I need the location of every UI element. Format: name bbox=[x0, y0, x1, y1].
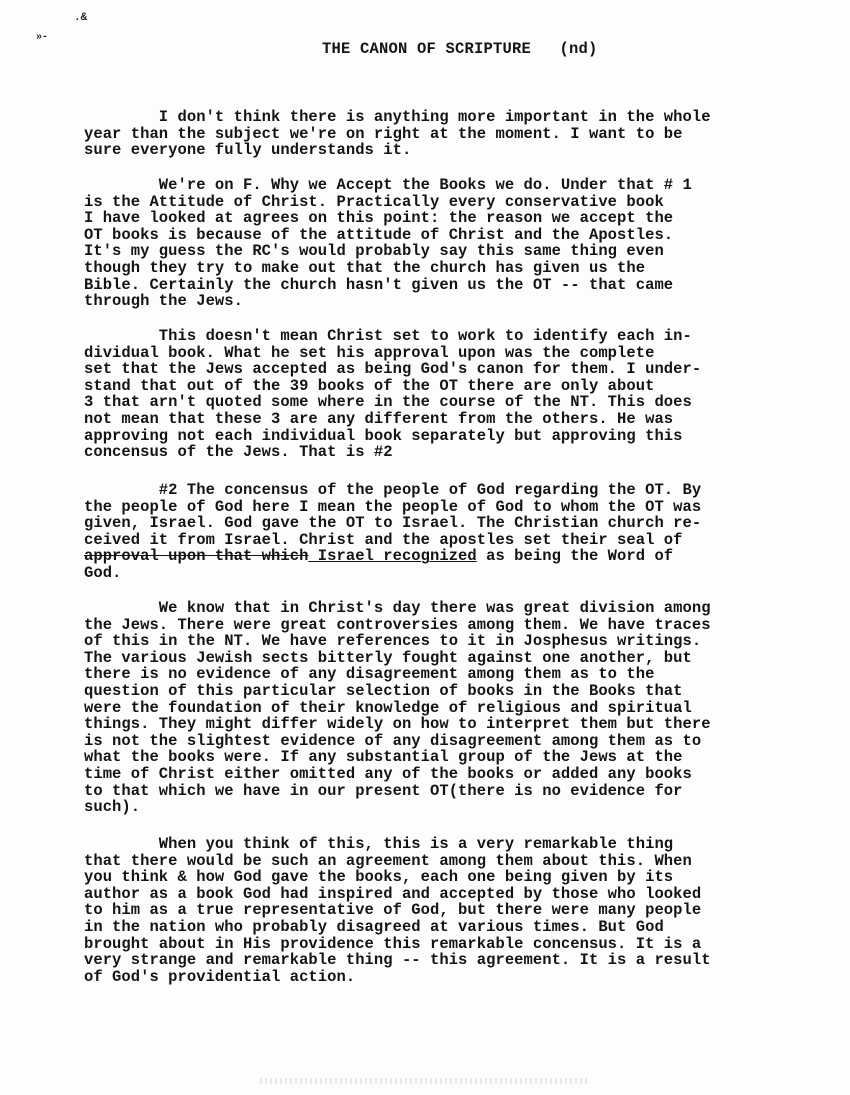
text-line: I don't think there is anything more important in the whole bbox=[84, 108, 711, 126]
underlined-text: Israel recognized bbox=[308, 547, 477, 566]
text-line: stand that out of the 39 books of the OT there are only about bbox=[84, 376, 655, 395]
text-segment: as being the Word of bbox=[476, 547, 674, 566]
text-line: We're on F. Why we Accept the Books we do. Under that # 1 bbox=[84, 176, 692, 194]
text-line: concensus of the Jews. That is #2 bbox=[84, 443, 393, 462]
text-line: This doesn't mean Christ set to work to identify each in- bbox=[84, 327, 692, 345]
text-line: were the foundation of their knowledge of religious and spiritual bbox=[84, 698, 692, 717]
paragraph-3 bbox=[84, 328, 784, 461]
text-line: ceived it from Israel. Christ and the apostles set their seal of bbox=[84, 530, 683, 549]
scan-smudge bbox=[260, 1078, 590, 1084]
text-line: is not the slightest evidence of any disagreement among them as to bbox=[84, 731, 702, 750]
text-line: We know that in Christ's day there was great division among bbox=[84, 599, 711, 617]
text-line: OT books is because of the attitude of Christ and the Apostles. bbox=[84, 225, 674, 244]
text-line: The various Jewish sects bitterly fought against one another, but bbox=[84, 648, 692, 667]
paragraph-5 bbox=[84, 600, 784, 816]
text-line: there is no evidence of any disagreement among them as to the bbox=[84, 665, 655, 684]
paragraph-4 bbox=[84, 482, 784, 582]
text-line: that there would be such an agreement among them about this. When bbox=[84, 851, 692, 870]
text-line: I have looked at agrees on this point: the reason we accept the bbox=[84, 209, 674, 228]
text-line: given, Israel. God gave the OT to Israel. The Christian church re- bbox=[84, 514, 702, 533]
paragraph-6 bbox=[84, 836, 784, 985]
text-line: in the nation who probably disagreed at various times. But God bbox=[84, 917, 664, 936]
text-line: It's my guess the RC's would probably say this same thing even bbox=[84, 242, 664, 261]
text-line: of God's providential action. bbox=[84, 967, 356, 986]
text-line: through the Jews. bbox=[84, 292, 243, 311]
text-line-annotated bbox=[84, 548, 784, 565]
struck-text: approval upon that which bbox=[84, 547, 309, 566]
text-line: approving not each individual book separately but approving this bbox=[84, 426, 683, 445]
page-title: THE CANON OF SCRIPTURE (nd) bbox=[322, 40, 598, 58]
text-line: God. bbox=[84, 563, 122, 582]
text-line: author as a book God had inspired and accepted by those who looked bbox=[84, 884, 702, 903]
text-line: year than the subject we're on right at the moment. I want to be bbox=[84, 124, 683, 143]
paragraph-2 bbox=[84, 177, 784, 310]
text-line: though they try to make out that the church has given us the bbox=[84, 258, 646, 277]
text-line: question of this particular selection of books in the Books that bbox=[84, 681, 683, 700]
text-line: set that the Jews accepted as being God's canon for them. I under- bbox=[84, 360, 702, 379]
text-line: When you think of this, this is a very remarkable thing bbox=[84, 835, 674, 853]
text-line: such). bbox=[84, 798, 141, 817]
text-line: the people of God here I mean the people of God to whom the OT was bbox=[84, 497, 702, 516]
text-line: not mean that these 3 are any different from the others. He was bbox=[84, 409, 674, 428]
text-line: the Jews. There were great controversies among them. We have traces bbox=[84, 615, 711, 634]
paragraph-1 bbox=[84, 109, 784, 159]
text-line: to that which we have in our present OT(there is no evidence for bbox=[84, 781, 683, 800]
text-line: time of Christ either omitted any of the books or added any books bbox=[84, 764, 692, 783]
text-line: is the Attitude of Christ. Practically every conservative book bbox=[84, 192, 664, 211]
text-line: Bible. Certainly the church hasn't given us the OT -- that came bbox=[84, 275, 674, 294]
corner-mark-top: .& bbox=[74, 12, 88, 24]
text-line: you think & how God gave the books, each one being given by its bbox=[84, 868, 674, 887]
text-line: sure everyone fully understands it. bbox=[84, 141, 412, 160]
text-line: very strange and remarkable thing -- this agreement. It is a result bbox=[84, 951, 711, 970]
text-line: #2 The concensus of the people of God regarding the OT. By bbox=[84, 481, 702, 499]
text-line: of this in the NT. We have references to it in Josphesus writings. bbox=[84, 632, 702, 651]
text-line: dividual book. What he set his approval upon was the complete bbox=[84, 343, 655, 362]
text-line: what the books were. If any substantial group of the Jews at the bbox=[84, 748, 683, 767]
text-line: to him as a true representative of God, but there were many people bbox=[84, 901, 702, 920]
text-line: things. They might differ widely on how to interpret them but there bbox=[84, 715, 711, 734]
text-line: 3 that arn't quoted some where in the course of the NT. This does bbox=[84, 393, 692, 412]
corner-mark-left: »- bbox=[36, 32, 49, 43]
text-line: brought about in His providence this remarkable concensus. It is a bbox=[84, 934, 702, 953]
